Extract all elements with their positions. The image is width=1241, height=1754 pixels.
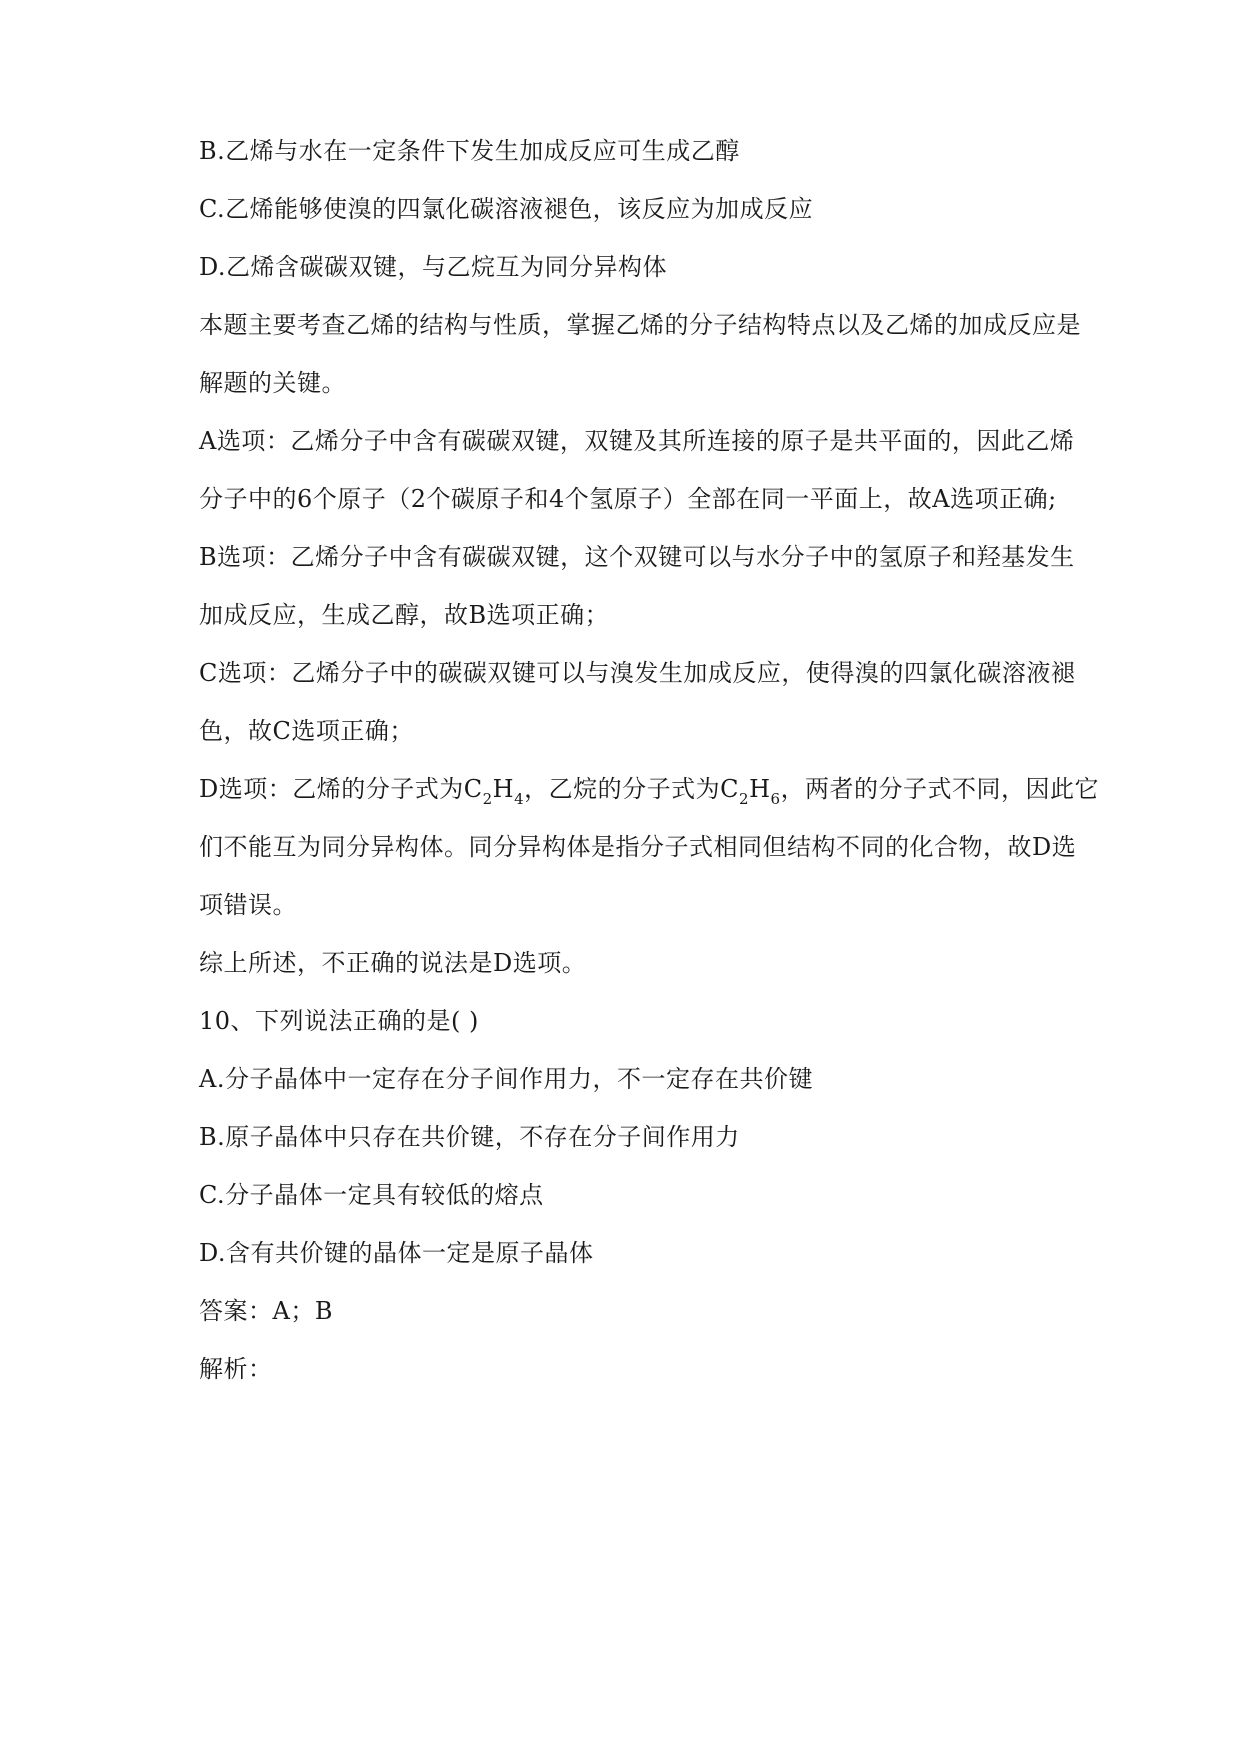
option-c-line: C.乙烯能够使溴的四氯化碳溶液褪色，该反应为加成反应 [199, 195, 814, 223]
ethylene-formula: $C_2H_4$ [463, 775, 525, 808]
option-b-line: B.乙烯与水在一定条件下发生加成反应可生成乙醇 [199, 137, 740, 165]
analysis-line: 解题的关键。 [199, 369, 346, 397]
analysis-line: 本题主要考查乙烯的结构与性质，掌握乙烯的分子结构特点以及乙烯的加成反应是 [199, 311, 1081, 339]
formula-text: ，两者的分子式不同，因此它 [780, 775, 1100, 803]
option-a-line: A.分子晶体中一定存在分子间作用力，不一定存在共价键 [199, 1065, 813, 1093]
formula-text: ，乙烷的分子式为 [524, 775, 721, 803]
option-b-line: B.原子晶体中只存在共价键，不存在分子间作用力 [199, 1123, 740, 1151]
question-title: 10、下列说法正确的是( ) [199, 1007, 479, 1035]
analysis-line: 加成反应，生成乙醇，故B选项正确； [199, 601, 610, 629]
analysis-line: B选项：乙烯分子中含有碳碳双键，这个双键可以与水分子中的氢原子和羟基发生 [199, 543, 1075, 571]
ethane-formula: $C_2H_6$ [720, 775, 781, 808]
answer-line: 答案：A；B [199, 1297, 333, 1325]
analysis-line: 分子中的6个原子（2个碳原子和4个氢原子）全部在同一平面上，故A选项正确; [199, 485, 1057, 513]
explanation-label: 解析： [199, 1355, 273, 1383]
option-c-line: C.分子晶体一定具有较低的熔点 [199, 1181, 544, 1209]
formula-line [199, 774, 1099, 807]
formula-text: D选项：乙烯的分子式为 [199, 775, 464, 803]
analysis-line: 色，故C选项正确； [199, 717, 414, 745]
analysis-line: A选项：乙烯分子中含有碳碳双键，双键及其所连接的原子是共平面的，因此乙烯 [199, 427, 1075, 455]
analysis-line: C选项：乙烯分子中的碳碳双键可以与溴发生加成反应，使得溴的四氯化碳溶液褪 [199, 659, 1076, 687]
option-d-line: D.含有共价键的晶体一定是原子晶体 [199, 1239, 594, 1267]
analysis-line: 项错误。 [199, 891, 297, 919]
option-d-line: D.乙烯含碳碳双键，与乙烷互为同分异构体 [199, 253, 668, 281]
analysis-line: 们不能互为同分异构体。同分异构体是指分子式相同但结构不同的化合物，故D选 [199, 833, 1077, 861]
conclusion-line: 综上所述，不正确的说法是D选项。 [199, 949, 587, 977]
